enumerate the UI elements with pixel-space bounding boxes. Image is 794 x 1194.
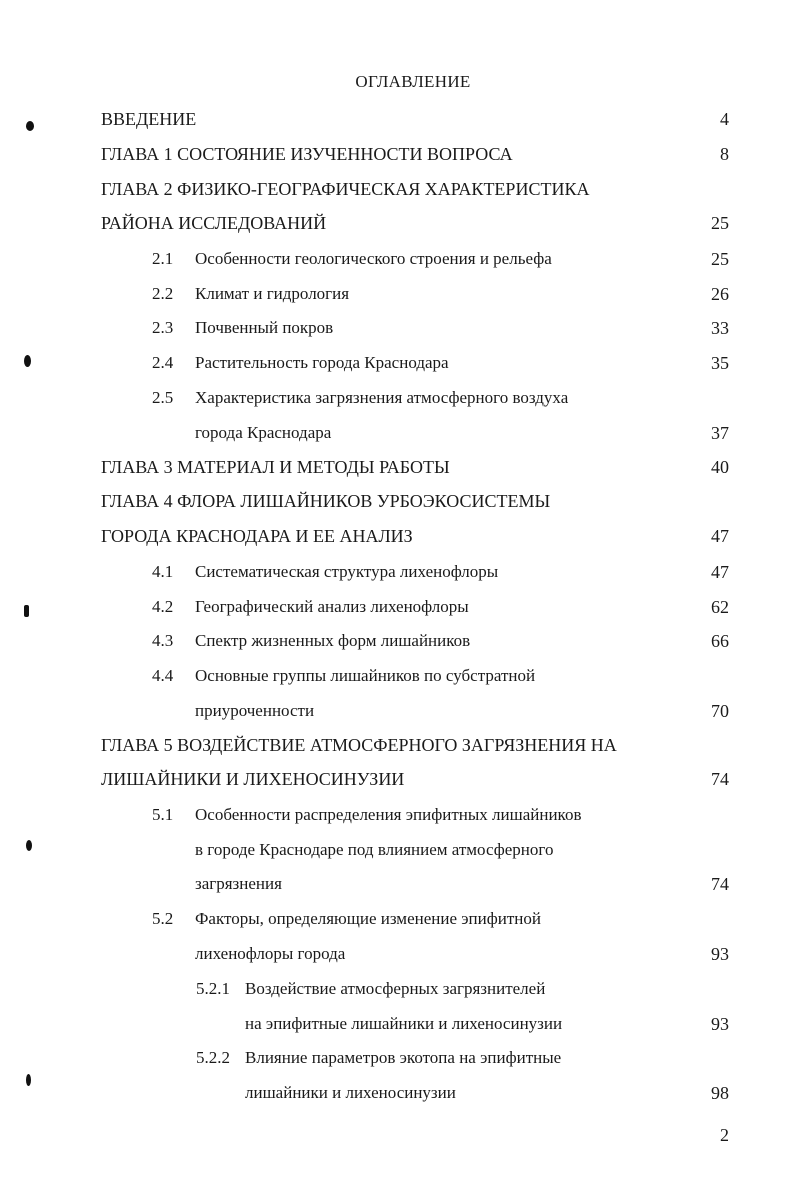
toc-entry-text: РАЙОНА ИССЛЕДОВАНИЙ [101,213,327,233]
toc-entry-text: Характеристика загрязнения атмосферного воздуха [195,388,569,407]
toc-entry-page: 40 [711,457,729,477]
punch-hole-mark [24,605,29,617]
page-number: 2 [720,1125,729,1145]
toc-entry-text: Растительность города Краснодара [195,353,449,372]
toc-title: ОГЛАВЛЕНИЕ [355,72,471,91]
toc-entry-text: на эпифитные лишайники и лихеносинузии [245,1014,563,1033]
punch-hole-mark [24,355,31,367]
punch-hole-mark [26,121,34,131]
toc-entry-number: 5.2.2 [196,1048,230,1067]
toc-entry-page: 62 [711,597,729,617]
toc-entry-text: Основные группы лишайников по субстратной [195,666,536,685]
toc-entry-text: ЛИШАЙНИКИ И ЛИХЕНОСИНУЗИИ [101,769,405,789]
toc-entry-text: Климат и гидрология [195,284,350,303]
toc-entry-text: Влияние параметров экотопа на эпифитные [245,1048,562,1067]
toc-entry-text: приуроченности [195,701,315,720]
toc-entry-number: 2.5 [152,388,174,407]
toc-entry-page: 25 [711,249,729,269]
toc-entry-page: 47 [711,562,729,582]
toc-entry-text: Воздействие атмосферных загрязнителей [245,979,546,998]
toc-entry-number: 5.2 [152,909,174,928]
toc-entry-text: Спектр жизненных форм лишайников [195,631,471,650]
toc-entry-page: 33 [711,318,729,338]
toc-entry-number: 4.4 [152,666,174,685]
toc-entry-text: Особенности распределения эпифитных лишайников [195,805,582,824]
toc-entry-page: 66 [711,631,729,651]
toc-entry-text: ГЛАВА 1 СОСТОЯНИЕ ИЗУЧЕННОСТИ ВОПРОСА [101,144,513,164]
toc-entry-page: 74 [711,874,729,894]
toc-entry-number: 2.1 [152,249,174,268]
toc-entry-page: 26 [711,284,729,304]
toc-entry-number: 4.3 [152,631,174,650]
toc-entry-page: 8 [720,144,729,164]
toc-entry-text: ВВЕДЕНИЕ [101,109,197,129]
toc-entry-text: ГЛАВА 4 ФЛОРА ЛИШАЙНИКОВ УРБОЭКОСИСТЕМЫ [101,491,551,511]
toc-entry-number: 2.3 [152,318,174,337]
toc-entry-text: ГЛАВА 2 ФИЗИКО-ГЕОГРАФИЧЕСКАЯ ХАРАКТЕРИСТИКА [101,179,590,199]
toc-entry-page: 35 [711,353,729,373]
toc-entry-text: в городе Краснодаре под влиянием атмосферного [195,840,554,859]
toc-entry-number: 2.2 [152,284,174,303]
toc-entry-page: 37 [711,423,729,443]
toc-entry-text: Систематическая структура лихенофлоры [195,562,499,581]
toc-entry-page: 93 [711,1014,729,1034]
toc-entry-number: 5.1 [152,805,174,824]
toc-entry-text: ГЛАВА 3 МАТЕРИАЛ И МЕТОДЫ РАБОТЫ [101,457,450,477]
punch-hole-mark [26,1074,31,1086]
toc-entry-text: ГЛАВА 5 ВОЗДЕЙСТВИЕ АТМОСФЕРНОГО ЗАГРЯЗНЕНИЯ НА [101,735,617,755]
toc-entry-text: города Краснодара [195,423,332,442]
toc-entry-page: 47 [711,526,729,546]
toc-entry-number: 4.2 [152,597,174,616]
toc-entry-text: Особенности геологического строения и рельефа [195,249,552,268]
toc-entry-page: 70 [711,701,729,721]
toc-entry-page: 25 [711,213,729,233]
toc-entry-text: Географический анализ лихенофлоры [195,597,469,616]
toc-entry-text: Почвенный покров [195,318,334,337]
toc-entry-text: загрязнения [195,874,282,893]
toc-entry-number: 2.4 [152,353,174,372]
toc-entry-text: лихенофлоры города [195,944,346,963]
toc-entry-number: 4.1 [152,562,174,581]
toc-entry-page: 93 [711,944,729,964]
toc-entry-page: 74 [711,769,729,789]
toc-entry-number: 5.2.1 [196,979,230,998]
toc-entry-page: 98 [711,1083,729,1103]
toc-entry-text: ГОРОДА КРАСНОДАРА И ЕЕ АНАЛИЗ [101,526,413,546]
toc-entry-text: Факторы, определяющие изменение эпифитной [195,909,541,928]
punch-hole-mark [26,840,32,851]
toc-entry-text: лишайники и лихеносинузии [245,1083,456,1102]
toc-entry-page: 4 [720,109,729,129]
